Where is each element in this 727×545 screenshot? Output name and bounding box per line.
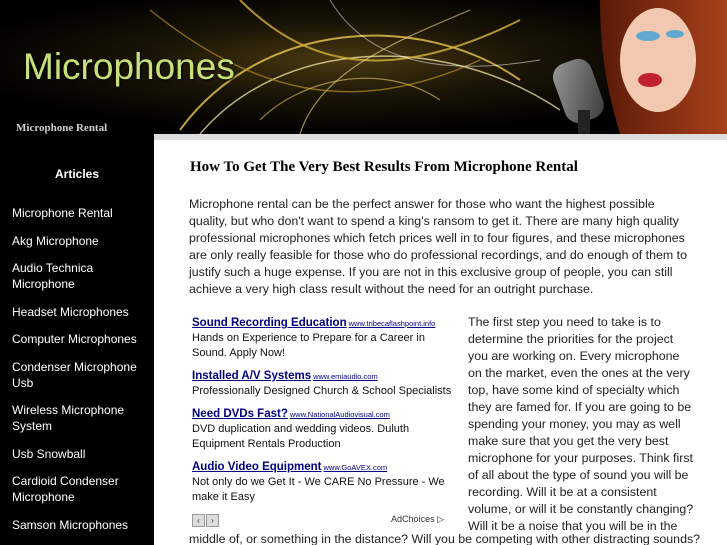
ad-url-link[interactable]: www.GoAVEX.com (323, 463, 388, 472)
site-title[interactable]: Microphones (23, 46, 235, 87)
ad-title-link[interactable]: Need DVDs Fast? (192, 408, 288, 420)
article-title: How To Get The Very Best Results From Microphone Rental (190, 159, 578, 175)
sidebar-item-samson-microphones[interactable]: Samson Microphones (12, 517, 129, 532)
ad-title-link[interactable]: Audio Video Equipment (192, 461, 322, 473)
ad-description: Hands on Experience to Prepare for a Career in Sound. Apply Now! (192, 332, 425, 359)
sidebar-item-akg-microphone[interactable]: Akg Microphone (12, 233, 99, 248)
sidebar-item-usb-snowball[interactable]: Usb Snowball (12, 446, 86, 461)
ad-title-link[interactable]: Sound Recording Education (192, 317, 347, 329)
article-intro: Microphone rental can be the perfect answer for those who want the highest possible quality, but who don't want to spend a king's ransom to get it. There are many high quality professional microphones which fetch prices well in to four figures, and these microphones are only really feasible for those who do professional recordings, and do enough of them to justify such a huge expense. If you are not in this exclusive group of people, you can still achieve a very high class result without the need for an outright purchase. (189, 197, 687, 296)
site-subtitle: Microphone Rental (16, 122, 108, 134)
sidebar-item-audio-technica-microphone[interactable]: Audio Technica Microphone (12, 261, 94, 291)
ad-item (192, 316, 454, 361)
content-top-border (154, 134, 727, 140)
ad-controls (192, 514, 444, 528)
ad-item (192, 407, 454, 452)
sidebar (0, 134, 154, 545)
article-continued-text: middle of, or something in the distance? Will you be competing with other distracting sounds? (189, 532, 701, 545)
ad-title-link[interactable]: Installed A/V Systems (192, 370, 312, 382)
ad-url-link[interactable]: www.emiaudio.com (313, 372, 378, 381)
ad-description: Not only do we Get It - We CARE No Pressure - We make it Easy (192, 476, 445, 503)
sidebar-item-wireless-microphone-system[interactable]: Wireless Microphone System (12, 403, 125, 433)
ad-url-link[interactable]: www.NationalAudiovisual.com (289, 410, 390, 419)
adchoices-link[interactable]: AdChoices ▷ (391, 514, 444, 524)
main-content (154, 134, 727, 545)
singer-photo (540, 0, 727, 134)
sidebar-title: Articles (54, 167, 100, 181)
ad-description: Professionally Designed Church & School Specialists (192, 385, 452, 397)
article-column-text: The first step you need to take is to determine the priorities for the project you are working on. Every microphone on the market, even the ones at the very top, have some kind of specialty which they are famed for. If you are going to be spending your money, you may as well make sure that you get the very best microphone for your purposes. Think first of all about the type of sound you will be recording. Will it be at a consistent volume, or will it be constantly changing? Will it be a noise that you will be in the (468, 315, 694, 533)
ad-block (192, 316, 454, 529)
site-header (0, 0, 727, 134)
sidebar-item-condenser-microphone-usb[interactable]: Condenser Microphone Usb (12, 359, 137, 390)
sidebar-item-microphone-rental[interactable]: Microphone Rental (12, 206, 113, 220)
ad-description: DVD duplication and wedding videos. Duluth Equipment Rentals Production (192, 423, 410, 450)
sidebar-item-cardioid-condenser-microphone[interactable]: Cardioid Condenser Microphone (12, 474, 119, 504)
sidebar-item-computer-microphones[interactable]: Computer Microphones (12, 332, 137, 346)
ad-item (192, 460, 454, 505)
ad-url-link[interactable]: www.tribecaflashpoint.info (348, 319, 436, 328)
ad-item (192, 369, 454, 399)
sidebar-item-headset-microphones[interactable]: Headset Microphones (12, 304, 129, 319)
ad-prev-icon[interactable]: ‹ (192, 514, 205, 527)
ad-next-icon[interactable]: › (206, 514, 219, 527)
sidebar-nav (12, 205, 147, 544)
